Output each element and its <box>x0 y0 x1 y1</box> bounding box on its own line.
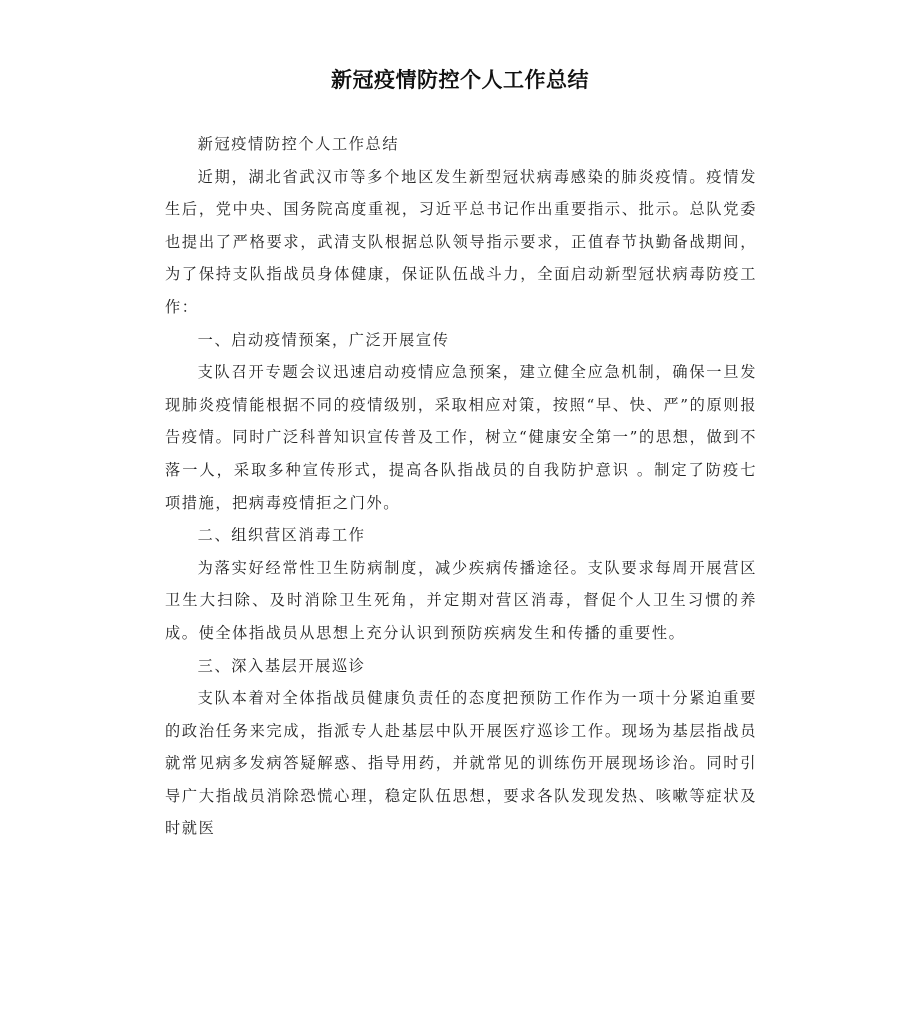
paragraph-section-1: 支队召开专题会议迅速启动疫情应急预案，建立健全应急机制，确保一旦发现肺炎疫情能根据不同的疫情级别，采取相应对策，按照“早、快、严”的原则报告疫情。同时广泛科普知识宣传普及工作，树立“健康安全第一”的思想，做到不落一人，采取多种宣传形式，提高各队指战员的自我防护意识 。制定了防疫七项措施，把病毒疫情拒之门外。 <box>165 363 757 512</box>
document-body <box>165 128 757 845</box>
paragraph-subtitle: 新冠疫情防控个人工作总结 <box>197 135 400 153</box>
paragraph-section-3: 支队本着对全体指战员健康负责任的态度把预防工作作为一项十分紧迫重要的政治任务来完成，指派专人赴基层中队开展医疗巡诊工作。现场为基层指战员就常见病多发病答疑解惑、指导用药，并就常见的训练伤开展现场诊治。同时引导广大指战员消除恐慌心理，稳定队伍思想，要求各队发现发热、咳嗽等症状及时就医 <box>165 689 757 838</box>
section-heading-1: 一、启动疫情预案，广泛开展宣传 <box>197 330 450 349</box>
paragraph-section-2: 为落实好经常性卫生防病制度，减少疾病传播途径。支队要求每周开展营区卫生大扫除、及时消除卫生死角，并定期对营区消毒，督促个人卫生习惯的养成。使全体指战员从思想上充分认识到预防疾病发生和传播的重要性。 <box>165 558 757 642</box>
section-heading-3: 三、深入基层开展巡诊 <box>197 656 366 675</box>
paragraph-intro: 近期，湖北省武汉市等多个地区发生新型冠状病毒感染的肺炎疫情。疫情发生后，党中央、国务院高度重视，习近平总书记作出重要指示、批示。总队党委也提出了严格要求，武清支队根据总队领导指示要求，正值春节执勤备战期间，为了保持支队指战员身体健康，保证队伍战斗力，全面启动新型冠状病毒防疫工作： <box>165 167 757 316</box>
section-heading-2: 二、组织营区消毒工作 <box>197 526 366 545</box>
document-title: 新冠疫情防控个人工作总结 <box>331 68 589 92</box>
